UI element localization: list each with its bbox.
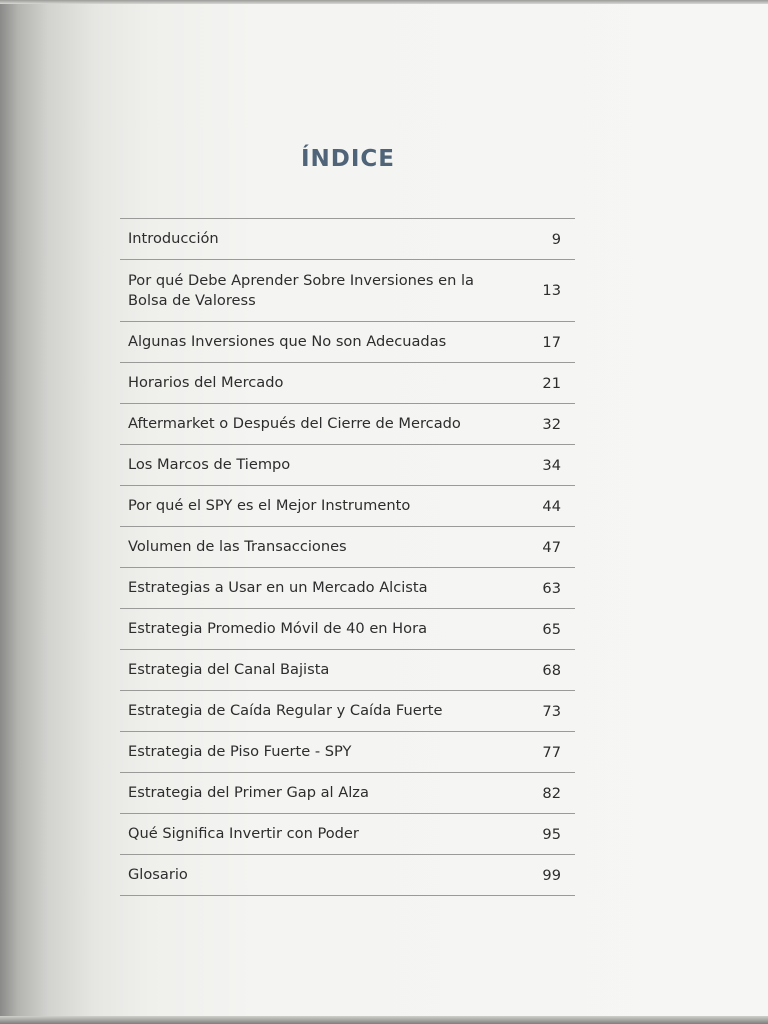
- toc-entry-title: Aftermarket o Después del Cierre de Mercado: [128, 415, 461, 432]
- toc-row: [120, 486, 575, 527]
- toc-entry-page: 68: [542, 661, 561, 679]
- toc-row: [120, 527, 575, 568]
- toc-row: [120, 260, 575, 322]
- toc-entry-title: Estrategia del Canal Bajista: [128, 661, 330, 678]
- toc-row: [120, 732, 575, 773]
- toc-entry-page: 44: [542, 497, 561, 515]
- toc-entry-title: Algunas Inversiones que No son Adecuadas: [128, 333, 447, 350]
- toc-entry-page: 73: [542, 702, 561, 720]
- toc-entry-title: Volumen de las Transacciones: [128, 538, 347, 555]
- toc-entry-title: Por qué el SPY es el Mejor Instrumento: [128, 497, 411, 514]
- toc-entry-page: 77: [542, 743, 561, 761]
- toc-row: [120, 568, 575, 609]
- toc-entry-title: Por qué Debe Aprender Sobre Inversiones en la Bolsa de Valoress: [128, 271, 474, 309]
- toc-row: [120, 322, 575, 363]
- toc-row: [120, 445, 575, 486]
- toc-entry-title: Horarios del Mercado: [128, 374, 284, 391]
- toc-entry-page: 9: [551, 230, 561, 248]
- toc-entry-title: Qué Significa Invertir con Poder: [128, 825, 359, 842]
- page-bottom-edge: [0, 1016, 768, 1024]
- toc-entry-page: 47: [542, 538, 561, 556]
- toc-entry-title: Glosario: [128, 866, 188, 883]
- toc-row: [120, 650, 575, 691]
- toc-entry-page: 95: [542, 825, 561, 843]
- toc-row: [120, 609, 575, 650]
- toc-entry-page: 63: [542, 579, 561, 597]
- page-top-edge: [0, 0, 768, 4]
- toc-entry-page: 32: [542, 415, 561, 433]
- toc-entry-title: Estrategias a Usar en un Mercado Alcista: [128, 579, 428, 596]
- toc-entry-title: Introducción: [128, 230, 219, 247]
- toc-entry-title: Estrategia del Primer Gap al Alza: [128, 784, 369, 801]
- toc-row: [120, 814, 575, 855]
- toc-entry-title: Estrategia de Caída Regular y Caída Fuerte: [128, 702, 443, 719]
- toc-entry-title: Estrategia de Piso Fuerte - SPY: [128, 743, 352, 760]
- toc-entry-page: 13: [542, 282, 561, 299]
- toc-entry-page: 17: [542, 333, 561, 351]
- toc-entry-page: 65: [542, 620, 561, 638]
- toc-entry-page: 82: [542, 784, 561, 802]
- table-of-contents: [120, 218, 575, 896]
- toc-entry-page: 99: [542, 866, 561, 884]
- toc-entry-title: Los Marcos de Tiempo: [128, 456, 291, 473]
- page-title: ÍNDICE: [300, 146, 396, 172]
- toc-entry-page: 34: [542, 456, 561, 474]
- toc-row: [120, 404, 575, 445]
- toc-entry-page: 21: [542, 374, 561, 392]
- toc-row: [120, 773, 575, 814]
- toc-row: [120, 363, 575, 404]
- toc-row: [120, 855, 575, 896]
- toc-entry-title: Estrategia Promedio Móvil de 40 en Hora: [128, 620, 428, 637]
- toc-row: [120, 691, 575, 732]
- toc-row: [120, 219, 575, 260]
